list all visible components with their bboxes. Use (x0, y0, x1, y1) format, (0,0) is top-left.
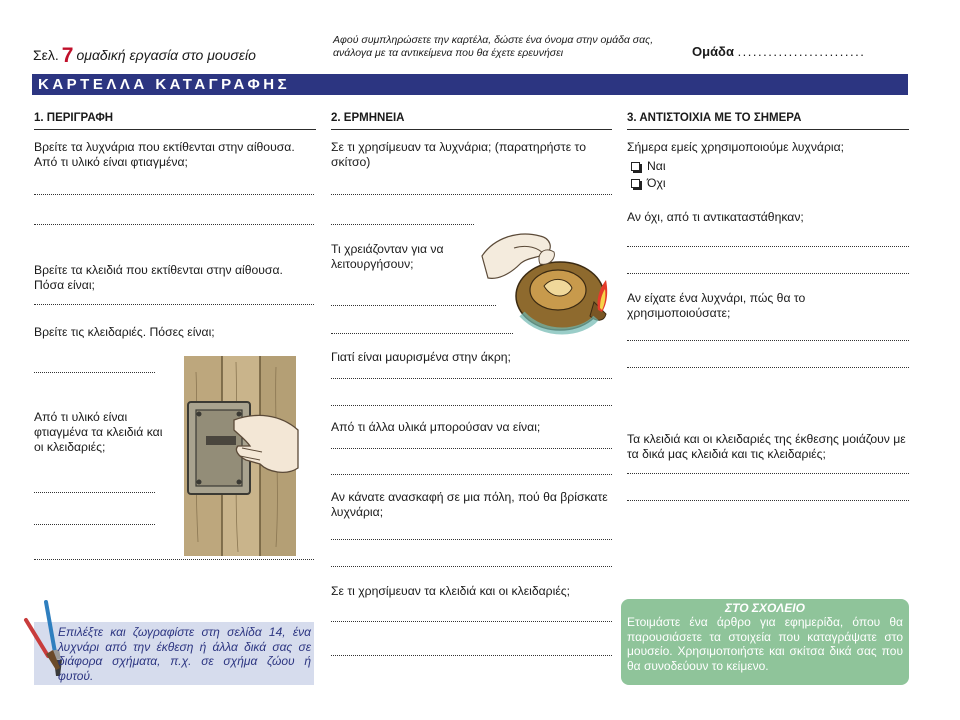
answer-line[interactable] (627, 367, 909, 368)
answer-line[interactable] (34, 524, 155, 525)
checkbox-yes[interactable] (631, 159, 666, 174)
col3-question-2: Αν όχι, από τι αντικαταστάθηκαν; (627, 210, 804, 224)
answer-line[interactable] (34, 304, 314, 305)
answer-line[interactable] (331, 405, 612, 406)
instruction-text: Αφού συμπληρώσετε την καρτέλα, δώστε ένα όνομα στην ομάδα σας, ανάλογα με τα αντικείμενα που θα έχετε ερευνήσει (333, 34, 654, 59)
at-school-body: Ετοιμάστε ένα άρθρο για εφημερίδα, όπου θα παρουσιάσετε τα στοιχεία που καταγράψατε στο μουσείο. Χρησιμοποιήστε και σκίτσα δικά σας που θα συνοδεύουν το κείμενο. (627, 615, 903, 673)
col1-question-4: Από τι υλικό είναι φτιαγμένα τα κλειδιά και οι κλειδαριές; (34, 410, 163, 454)
answer-line[interactable] (331, 378, 612, 379)
group-label: Ομάδα (692, 44, 734, 59)
col2-question-3: Γιατί είναι μαυρισμένα στην άκρη; (331, 350, 511, 364)
checkbox-no-label: Όχι (647, 176, 666, 190)
at-school-box (621, 599, 909, 685)
page-number: 7 (61, 44, 74, 67)
col1-rule (34, 129, 316, 130)
answer-line[interactable] (627, 273, 909, 274)
answer-line[interactable] (627, 340, 909, 341)
answer-line[interactable] (331, 474, 612, 475)
answer-line[interactable] (34, 492, 155, 493)
oil-lamp-illustration (474, 218, 616, 346)
checkbox-no[interactable] (631, 176, 666, 191)
lock-and-key-illustration (176, 352, 304, 562)
group-name-field[interactable] (692, 44, 865, 59)
answer-line[interactable] (34, 194, 314, 195)
answer-line[interactable] (331, 224, 474, 225)
col1-question-1: Βρείτε τα λυχνάρια που εκτίθενται στην αίθουσα. Από τι υλικό είναι φτιαγμένα; (34, 140, 295, 169)
group-dots: ......................... (737, 44, 866, 59)
page-subtitle: ομαδική εργασία στο μουσείο (76, 47, 256, 63)
col3-question-3: Αν είχατε ένα λυχνάρι, πώς θα το χρησιμοποιούσατε; (627, 291, 806, 320)
checkbox-yes-label: Ναι (647, 159, 666, 173)
answer-line[interactable] (34, 224, 314, 225)
answer-line[interactable] (331, 539, 612, 540)
col3-heading: 3. ΑΝΤΙΣΤΟΙΧΙΑ ΜΕ ΤΟ ΣΗΜΕΡΑ (627, 112, 802, 124)
col1-question-3: Βρείτε τις κλειδαριές. Πόσες είναι; (34, 325, 215, 339)
page-prefix: Σελ. (33, 47, 59, 63)
page-reference (33, 44, 256, 68)
answer-line[interactable] (627, 246, 909, 247)
answer-line[interactable] (331, 305, 496, 306)
answer-line[interactable] (331, 655, 612, 656)
col1-heading: 1. ΠΕΡΙΓΡΑΦΗ (34, 112, 114, 124)
answer-line[interactable] (331, 566, 612, 567)
at-school-title: ΣΤΟ ΣΧΟΛΕΙΟ (725, 601, 805, 615)
checkbox-icon (631, 179, 640, 188)
answer-line[interactable] (331, 621, 612, 622)
col2-rule (331, 129, 612, 130)
answer-line[interactable] (34, 372, 155, 373)
answer-line[interactable] (331, 448, 612, 449)
col3-rule (627, 129, 909, 130)
checkbox-icon (631, 162, 640, 171)
answer-line[interactable] (627, 473, 909, 474)
col2-question-5: Αν κάνατε ανασκαφή σε μια πόλη, πού θα βρίσκατε λυχνάρια; (331, 490, 608, 519)
col2-heading: 2. ΕΡΜΗΝΕΙΑ (331, 112, 405, 124)
col3-question-1: Σήμερα εμείς χρησιμοποιούμε λυχνάρια; (627, 140, 845, 154)
col3-question-4: Τα κλειδιά και οι κλειδαριές της έκθεσης μοιάζουν με τα δικά μας κλειδιά και τις κλειδαριές; (627, 432, 906, 461)
answer-line[interactable] (331, 194, 612, 195)
answer-line[interactable] (627, 500, 909, 501)
col2-question-1: Σε τι χρησίμευαν τα λυχνάρια; (παρατηρήστε το σκίτσο) (331, 140, 586, 169)
tip-text: Επιλέξτε και ζωγραφίστε στη σελίδα 14, ένα λυχνάρι από την έκθεση ή άλλα δικά σας σε διάφορα σχήματα, π.χ. σε σχήμα ζώου ή φυτού. (58, 625, 311, 683)
col2-question-6: Σε τι χρησίμευαν τα κλειδιά και οι κλειδαριές; (331, 584, 571, 598)
col1-question-2: Βρείτε τα κλειδιά που εκτίθενται στην αίθουσα. Πόσα είναι; (34, 263, 283, 292)
col2-question-2: Τι χρειάζονταν για να λειτουργήσουν; (331, 242, 444, 271)
col2-question-4: Από τι άλλα υλικά μπορούσαν να είναι; (331, 420, 541, 434)
card-title-band: ΚΑΡΤΕΛΛΑ ΚΑΤΑΓΡΑΦΗΣ (32, 74, 908, 95)
